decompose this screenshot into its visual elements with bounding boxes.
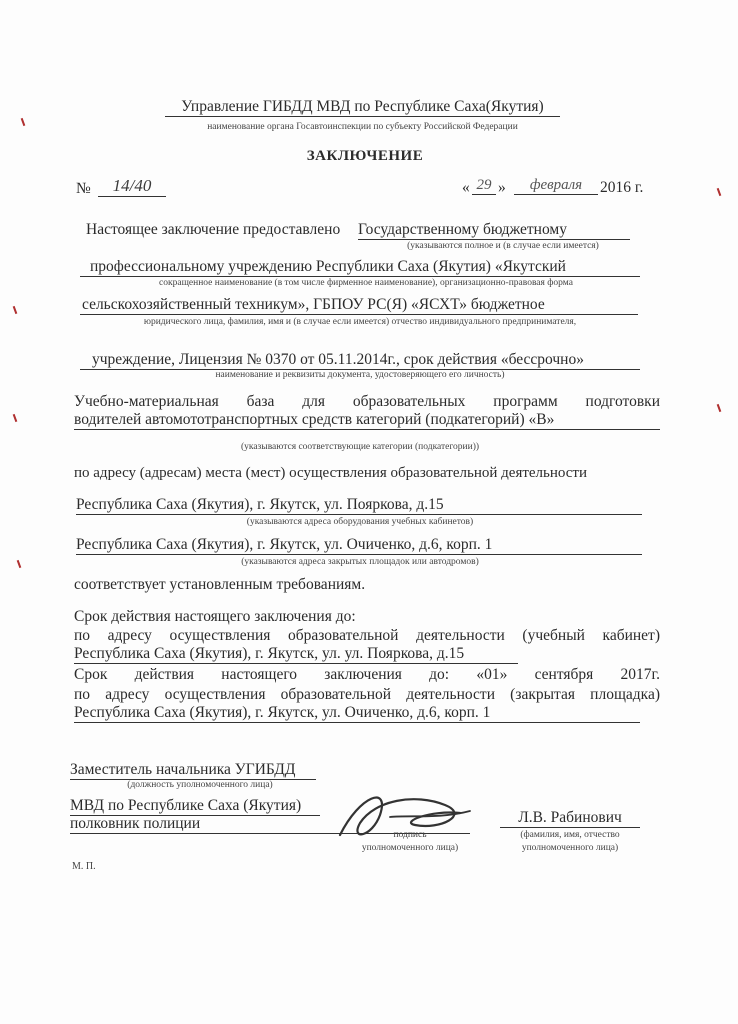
margin-mark [13,306,18,314]
signatory-position: Заместитель начальника УГИБДД [70,761,316,780]
signatory-org: МВД по Республике Саха (Якутия) [70,797,320,816]
signatory-position-caption: (должность уполномоченного лица) [127,780,273,790]
margin-mark [17,560,22,568]
recipient-caption-2: сокращенное наименование (в том числе фирменное наименование), организационно-правовая форма [159,278,573,288]
recipient-caption-4: наименование и реквизиты документа, удостоверяющего его личность) [215,370,505,380]
margin-mark [717,404,722,412]
recipient-line-1: Государственному бюджетному [358,221,630,240]
recipient-line-2: профессиональному учреждению Республики Саха (Якутия) «Якутский [80,258,640,277]
address-label: по адресу (адресам) места (мест) осуществления образовательной деятельности [74,465,588,481]
signature-caption-2: уполномоченного лица) [361,843,459,853]
recipient-line-3: сельскохозяйственный техникум», ГБПОУ РС(Я) «ЯСХТ» бюджетное [80,296,638,315]
name-caption-2: уполномоченного лица) [521,843,619,853]
number-label: № [76,180,91,197]
validity-line-1: Срок действия настоящего заключения до: [74,608,356,625]
date-day: 29 [472,177,496,195]
signatory-name: Л.В. Рабинович [500,809,640,828]
margin-mark [717,188,722,196]
address-1: Республика Саха (Якутия), г. Якутск, ул. Пояркова, д.15 [76,496,642,515]
base-caption: (указываются соответствующие категории (подкатегории)) [240,442,480,452]
authority-name: Управление ГИБДД МВД по Республике Саха(Якутия) [165,98,560,117]
validity-line-2: по адресу осуществления образовательной деятельности (учебный кабинет) [74,627,660,644]
validity-line-4: Срок действия настоящего заключения до: «01» сентября 2017г. [74,666,660,683]
signature-caption-1: подпись [393,830,427,840]
number-value: 14/40 [98,176,166,197]
signatory-rank: полковник полиции [70,815,470,834]
recipient-caption-3: юридического лица, фамилия, имя и (в случае если имеется) отчество индивидуального предпринимателя, [143,317,577,327]
margin-mark [21,118,26,126]
stamp-label: М. П. [72,861,96,872]
validity-line-5: по адресу осуществления образовательной деятельности (закрытая площадка) [74,686,660,703]
address-2: Республика Саха (Якутия), г. Якутск, ул. Очиченко, д.6, корп. 1 [76,536,642,555]
address-1-caption: (указываются адреса оборудования учебных кабинетов) [246,517,474,527]
conformity-statement: соответствует установленным требованиям. [74,576,366,593]
base-line-1: Учебно-материальная база для образовательных программ подготовки [74,393,660,410]
address-2-caption: (указываются адреса закрытых площадок или автодромов) [241,557,479,567]
name-caption-1: (фамилия, имя, отчество [520,830,620,840]
recipient-line-4: учреждение, Лицензия № 0370 от 05.11.2014г., срок действия «бессрочно» [80,351,640,370]
base-line-2: водителей автомототранспортных средств категорий (подкатегорий) «В» [74,411,660,430]
date-open-quote: « [462,179,470,196]
authority-caption: наименование органа Госавтоинспекции по субъекту Российской Федерации [207,122,518,132]
recipient-caption-1: (указываются полное и (в случае если имеется) [407,241,599,251]
document-title: ЗАКЛЮЧЕНИЕ [306,148,424,164]
validity-line-6: Республика Саха (Якутия), г. Якутск, ул. Очиченко, д.6, корп. 1 [74,704,640,723]
margin-mark [13,414,18,422]
date-month: февраля [514,177,598,195]
date-year: 2016 г. [600,179,644,196]
date-close-quote: » [498,179,506,196]
issued-label: Настоящее заключение предоставлено [86,221,341,238]
validity-line-3: Республика Саха (Якутия), г. Якутск, ул. ул. Пояркова, д.15 [74,645,518,664]
